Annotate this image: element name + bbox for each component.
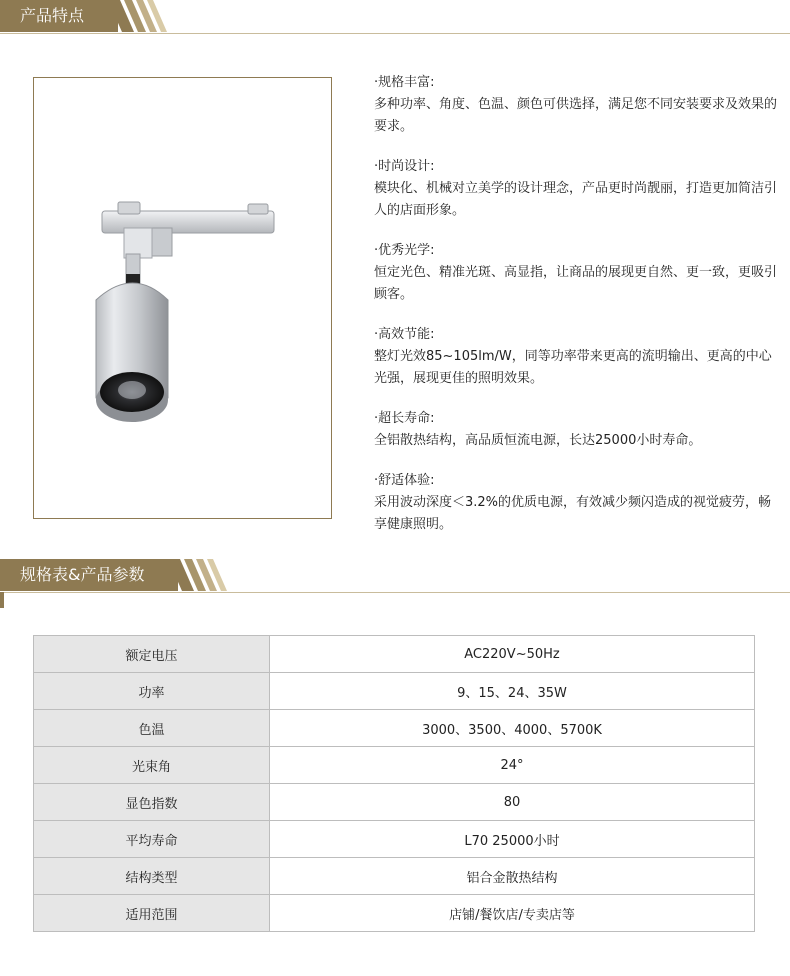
spec-value: 80 (270, 784, 755, 821)
section-header-features (0, 0, 790, 36)
feature-title: ·规格丰富: (374, 75, 435, 90)
feature-item (374, 240, 784, 306)
table-row (34, 673, 755, 710)
product-image (33, 77, 332, 519)
table-row (34, 784, 755, 821)
header-rule (0, 33, 790, 34)
spec-label: 功率 (34, 673, 270, 710)
spec-value: AC220V~50Hz (270, 636, 755, 673)
feature-title: ·高效节能: (374, 327, 435, 342)
header-accent (0, 592, 4, 608)
feature-item (374, 156, 784, 222)
feature-item (374, 324, 784, 390)
spec-label: 显色指数 (34, 784, 270, 821)
spec-value: 9、15、24、35W (270, 673, 755, 710)
spec-value: 3000、3500、4000、5700K (270, 710, 755, 747)
table-row (34, 821, 755, 858)
feature-desc: 模块化、机械对立美学的设计理念，产品更时尚靓丽，打造更加简洁引人的店面形象。 (374, 181, 778, 218)
spec-value: 24° (270, 747, 755, 784)
table-row (34, 747, 755, 784)
stripes-decoration (108, 0, 178, 32)
table-row (34, 858, 755, 895)
header-rule (0, 592, 790, 593)
feature-item (374, 470, 784, 536)
feature-desc: 整灯光效85~105lm/W，同等功率带来更高的流明输出、更高的中心光强，展现更佳的照明效果。 (374, 349, 772, 386)
table-row (34, 636, 755, 673)
spec-value: 铝合金散热结构 (270, 858, 755, 895)
section-title: 产品特点 (0, 0, 118, 32)
spec-value: 店铺/餐饮店/专卖店等 (270, 895, 755, 932)
feature-desc: 多种功率、角度、色温、颜色可供选择，满足您不同安装要求及效果的要求。 (374, 97, 778, 134)
section-title: 规格表&产品参数 (0, 559, 178, 591)
feature-item (374, 408, 784, 452)
section-header-specs (0, 559, 790, 595)
feature-desc: 全铝散热结构，高品质恒流电源，长达25000小时寿命。 (374, 433, 702, 448)
feature-title: ·时尚设计: (374, 159, 435, 174)
spec-label: 色温 (34, 710, 270, 747)
table-row (34, 710, 755, 747)
features-list (374, 72, 784, 554)
feature-item (374, 72, 784, 138)
spec-label: 平均寿命 (34, 821, 270, 858)
spec-label: 结构类型 (34, 858, 270, 895)
feature-title: ·优秀光学: (374, 243, 435, 258)
stripes-decoration (168, 559, 238, 591)
spec-value: L70 25000小时 (270, 821, 755, 858)
spec-label: 额定电压 (34, 636, 270, 673)
spec-table (33, 635, 755, 932)
spec-label: 光束角 (34, 747, 270, 784)
feature-desc: 采用波动深度＜3.2%的优质电源，有效减少频闪造成的视觉疲劳，畅享健康照明。 (374, 495, 772, 532)
table-row (34, 895, 755, 932)
track-light-illustration (34, 78, 331, 518)
feature-desc: 恒定光色、精准光斑、高显指，让商品的展现更自然、更一致，更吸引顾客。 (374, 265, 778, 302)
feature-title: ·超长寿命: (374, 411, 435, 426)
feature-title: ·舒适体验: (374, 473, 435, 488)
spec-label: 适用范围 (34, 895, 270, 932)
